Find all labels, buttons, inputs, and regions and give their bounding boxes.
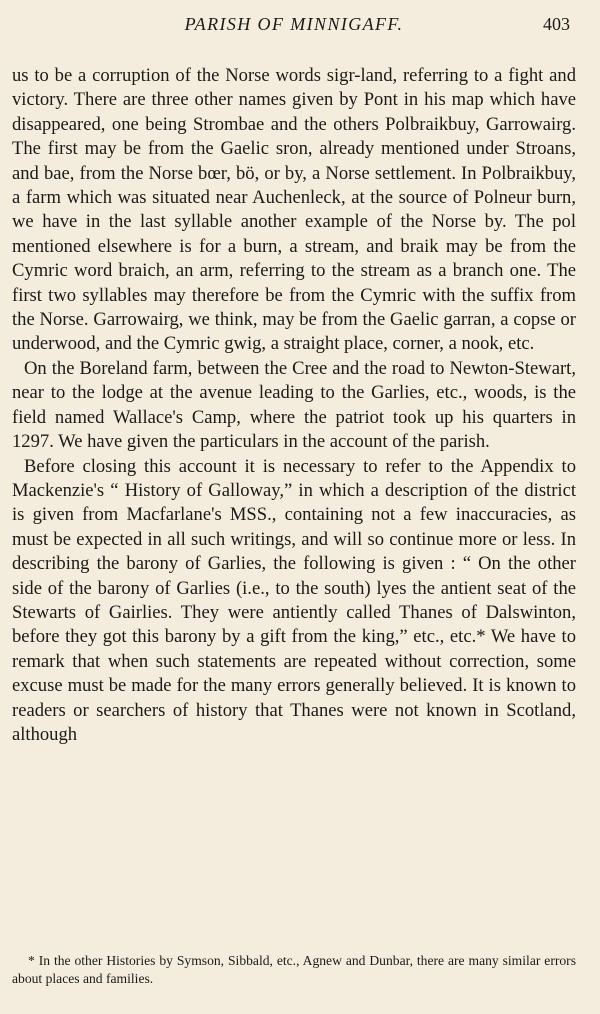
- footnote: * In the other Histories by Symson, Sibbald, etc., Agnew and Dunbar, there are many similar errors about places and families.: [12, 953, 576, 986]
- paragraph-3: Before closing this account it is necessary to refer to the Appendix to Mackenzie's “ History of Galloway,” in which a description of the district is given from Macfarlane's MSS., containing not a few inaccuracies, as must be expected in all such writings, and will so continue more or less. In describing the barony of Garlies, the following is given : “ On the other side of the barony of Garlies (i.e., to the south) lyes the antient seat of the Stewarts of Gairlies. They were antiently called Thanes of Dalswinton, before they got this barony by a gift from the king,” etc., etc.* We have to remark that when such statements are repeated without correction, some excuse must be made for the many errors generally believed. It is known to readers or searchers of history that Thanes were not known in Scotland, although: [12, 455, 576, 745]
- paragraph-2: On the Boreland farm, between the Cree and the road to Newton-Stewart, near to the lodge at the avenue leading to the Garlies, etc., woods, is the field named Wallace's Camp, where the patriot took up his quarters in 1297. We have given the particulars in the account of the parish.: [12, 357, 576, 453]
- body-text: [12, 64, 576, 747]
- running-title: PARISH OF MINNIGAFF.: [184, 14, 404, 34]
- page-header: [12, 0, 576, 38]
- page-number: 403: [543, 14, 570, 34]
- paragraph-1: us to be a corruption of the Norse words sigr-land, referring to a fight and victory. There are three other names given by Pont in his map which have disappeared, one being Strombae and the others Polbraikbuy, Garrowairg. The first may be from the Gaelic sron, already mentioned under Stroans, and bae, from the Norse bœr, bö, or by, a Norse settlement. In Polbraikbuy, a farm which was situated near Auchenleck, at the source of Polneur burn, we have in the last syllable another example of the Norse by. The pol mentioned elsewhere is for a burn, a stream, and braik may be from the Cymric word braich, an arm, referring to the stream as a branch one. The first two syllables may therefore be from the Cymric with the suffix from the Norse. Garrowairg, we think, may be from the Gaelic garran, a copse or underwood, and the Cymric gwig, a straight place, corner, a nook, etc.: [12, 65, 576, 355]
